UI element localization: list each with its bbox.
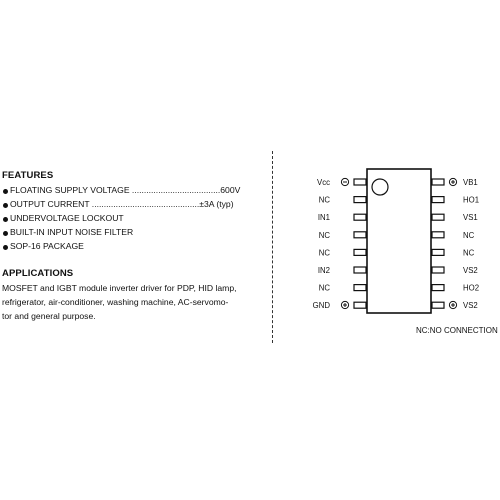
left-pin-label: NC	[318, 230, 330, 240]
left-pin-label: IN2	[317, 266, 330, 275]
right-pin-label: HO1	[463, 195, 480, 205]
feature-item: SOP-16 PACKAGE	[10, 241, 84, 251]
applications-line: MOSFET and IGBT module inverter driver for PDP, HID lamp,	[2, 283, 237, 293]
applications-heading: APPLICATIONS	[2, 268, 74, 279]
feature-item: UNDERVOLTAGE LOCKOUT	[10, 213, 124, 223]
left-pin-6	[354, 267, 366, 273]
right-pin-label: VS2	[463, 266, 478, 275]
left-pin-7	[354, 285, 366, 291]
plus-marker-icon	[449, 178, 456, 185]
applications-line: refrigerator, air-conditioner, washing machine, AC-servomo-	[2, 297, 229, 307]
features-heading: FEATURES	[2, 170, 54, 181]
right-pin-3	[432, 214, 444, 220]
left-pin-2	[354, 197, 366, 203]
left-pin-3	[354, 214, 366, 220]
pin1-marker-icon	[372, 179, 388, 195]
left-pin-label: Vcc	[317, 178, 330, 187]
right-pin-label: NC	[463, 230, 475, 240]
minus-marker-icon	[341, 178, 348, 185]
right-pin-1	[432, 179, 444, 185]
left-pin-1	[354, 179, 366, 185]
feature-item: OUTPUT CURRENT .............................................±3A (typ)	[10, 199, 234, 209]
right-pin-4	[432, 232, 444, 238]
applications-line: tor and general purpose.	[2, 311, 96, 321]
right-pin-label: VB1	[463, 178, 478, 187]
left-pin-label: IN1	[317, 213, 330, 223]
feature-item: FLOATING SUPPLY VOLTAGE .....................................600V	[10, 185, 241, 195]
left-pin-label: GND	[312, 301, 330, 311]
ground-marker-icon	[341, 301, 348, 308]
left-pin-label: NC	[318, 283, 330, 293]
right-pin-6	[432, 267, 444, 273]
left-pin-5	[354, 249, 366, 255]
left-pin-label: NC	[318, 248, 330, 258]
left-pin-4	[354, 232, 366, 238]
ground-marker-icon	[449, 301, 456, 308]
feature-item: BUILT-IN INPUT NOISE FILTER	[10, 227, 134, 237]
right-pin-label: NC	[463, 248, 475, 258]
right-pin-8	[432, 302, 444, 308]
left-pin-8	[354, 302, 366, 308]
left-pin-label: NC	[318, 195, 330, 205]
pinout-note: NC:NO CONNECTION	[416, 326, 498, 335]
right-pin-7	[432, 285, 444, 291]
right-pin-2	[432, 197, 444, 203]
right-pin-label: VS2	[463, 301, 478, 311]
right-pin-label: HO2	[463, 283, 480, 293]
right-pin-5	[432, 249, 444, 255]
right-pin-label: VS1	[463, 213, 478, 223]
